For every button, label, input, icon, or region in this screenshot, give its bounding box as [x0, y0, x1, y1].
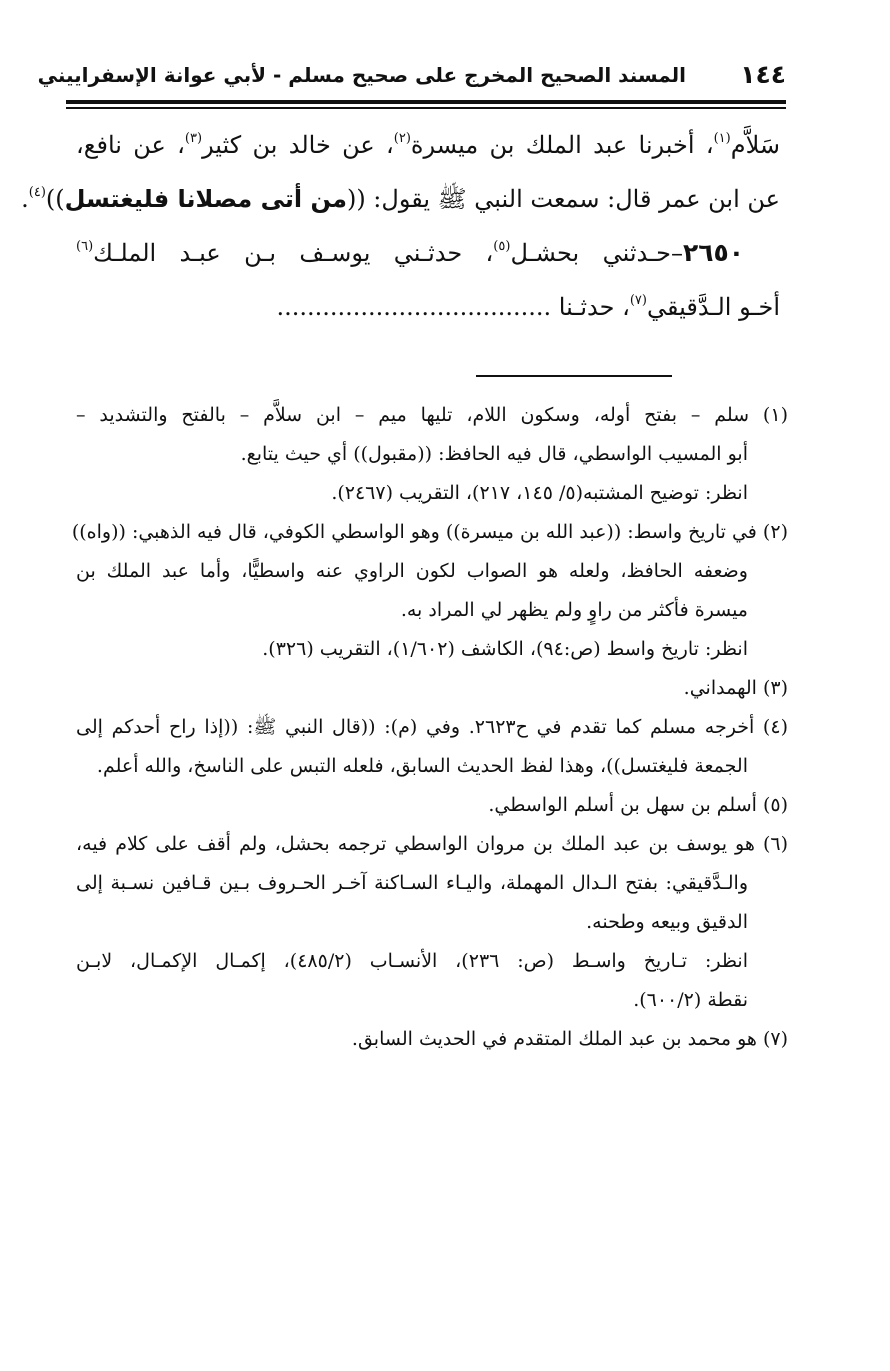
footnote-ref-5: (٥): [493, 239, 511, 254]
footnote-6-line-2: والـدَّقيقي: بفتح الـدال المهملة، واليـاء السـاكنة آخـر الحـروف بـين قـافين نسـبة إلى: [76, 872, 748, 894]
footnote-2-line-1: (٢) في تاريخ واسط: ((عبد الله بن ميسرة)) وهو الواسطي الكوفي، قال فيه الذهبي: ((واه)): [71, 521, 788, 543]
main-line-3-a: –حـدثني بحشـل: [510, 239, 683, 267]
ellipsis-dots: ....................................: [276, 293, 552, 321]
main-line-1-a: سَلاَّم: [730, 131, 780, 159]
footnote-ref-2: (٢): [393, 131, 411, 146]
footnote-4-line-2: الجمعة فليغتسل))، وهذا لفظ الحديث السابق، فلعله التبس على الناسخ، والله أعلم.: [96, 755, 748, 777]
main-line-3-b: ، حدثـني يوسـف بـن عبـد الملـك: [93, 239, 494, 267]
footnote-1-line-2: أبو المسيب الواسطي، قال فيه الحافظ: ((مقبول)) أي حيث يتابع.: [240, 443, 748, 465]
main-line-2-b: )): [45, 185, 65, 213]
main-line-1: [76, 118, 780, 172]
footnote-7: [76, 1020, 788, 1059]
footnote-6-line-4: انظر: تـاريخ واسـط (ص: ٢٣٦)، الأنسـاب (٤٨٥/٢)، إكمـال الإكمـال، لابـن: [76, 950, 748, 972]
footnote-ref-3: (٣): [184, 131, 203, 146]
footnote-6-line-1: (٦) هو يوسف بن عبد الملك بن مروان الواسطي ترجمه بحشل، ولم أقف على كلام فيه،: [76, 833, 788, 855]
main-line-2-c: .: [21, 185, 29, 213]
footnote-6: [76, 825, 788, 1020]
footnote-ref-4: (٤): [28, 185, 46, 200]
footnote-5: [76, 786, 788, 825]
header-rule-thin: [66, 107, 786, 109]
header-rule-thick: [66, 100, 786, 104]
hadith-text: من أتى مصلانا فليغتسل: [64, 185, 347, 213]
main-line-3: [76, 226, 780, 280]
footnote-4-line-1: (٤) أخرجه مسلم كما تقدم في ح٢٦٢٣. وفي (م): ((قال النبي ﷺ: ((إذا راح أحدكم إلى: [76, 716, 788, 738]
footnote-4: [76, 708, 788, 786]
hadith-number: ٢٦٥٠: [682, 238, 745, 267]
main-line-1-d: ، عن نافع،: [76, 131, 185, 159]
footnote-1: [76, 396, 788, 513]
main-line-4-b: ، حدثـنا: [551, 293, 630, 321]
page-number: ١٤٤: [740, 60, 786, 89]
footnote-3: [76, 669, 788, 708]
footnote-2-line-2: وضعفه الحافظ، ولعله هو الصواب لكون الراوي عنه واسطيًّا، وأما عبد الملك بن: [76, 560, 748, 582]
main-line-1-b: ، أخبرنا عبد الملك بن ميسرة: [410, 131, 714, 159]
footnote-2: [71, 513, 788, 669]
footnote-7-line-1: (٧) هو محمد بن عبد الملك المتقدم في الحديث السابق.: [351, 1028, 788, 1050]
footnote-ref-1: (١): [713, 131, 731, 146]
main-text: [21, 118, 780, 334]
footnote-1-line-1: (١) سلم – بفتح أوله، وسكون اللام، تليها ميم – ابن سلاَّم – بالفتح والتشديد –: [76, 404, 788, 426]
main-line-2: [21, 172, 780, 226]
footnotes: [71, 396, 788, 1059]
main-line-1-c: ، عن خالد بن كثير: [202, 131, 394, 159]
page-header: [37, 60, 786, 98]
footnote-2-line-3: ميسرة فأكثر من راوٍ ولم يظهر لي المراد به.: [400, 599, 748, 621]
footnote-2-line-4: انظر: تاريخ واسط (ص:٩٤)، الكاشف (١/٦٠٢)، التقريب (٣٢٦).: [262, 638, 748, 660]
main-line-4-a: أخـو الـدَّقيقي: [646, 293, 780, 321]
footnote-3-line-1: (٣) الهمداني.: [683, 677, 788, 699]
footnote-6-line-5: نقطة (٦٠٠/٢).: [633, 989, 748, 1011]
footnote-1-line-3: انظر: توضيح المشتبه(٥/ ١٤٥، ٢١٧)، التقريب (٢٤٦٧).: [331, 482, 748, 504]
footnote-5-line-1: (٥) أسلم بن سهل بن أسلم الواسطي.: [488, 794, 788, 816]
main-line-2-a: عن ابن عمر قال: سمعت النبي ﷺ يقول: ((: [346, 185, 780, 213]
footnote-separator: [476, 375, 672, 377]
main-line-4: [76, 280, 780, 334]
running-title: المسند الصحيح المخرج على صحيح مسلم - لأبي عوانة الإسفراييني: [37, 63, 686, 87]
footnote-6-line-3: الدقيق وبيعه وطحنه.: [586, 911, 748, 933]
footnote-ref-6: (٦): [76, 239, 94, 254]
footnote-ref-7: (٧): [629, 293, 647, 308]
